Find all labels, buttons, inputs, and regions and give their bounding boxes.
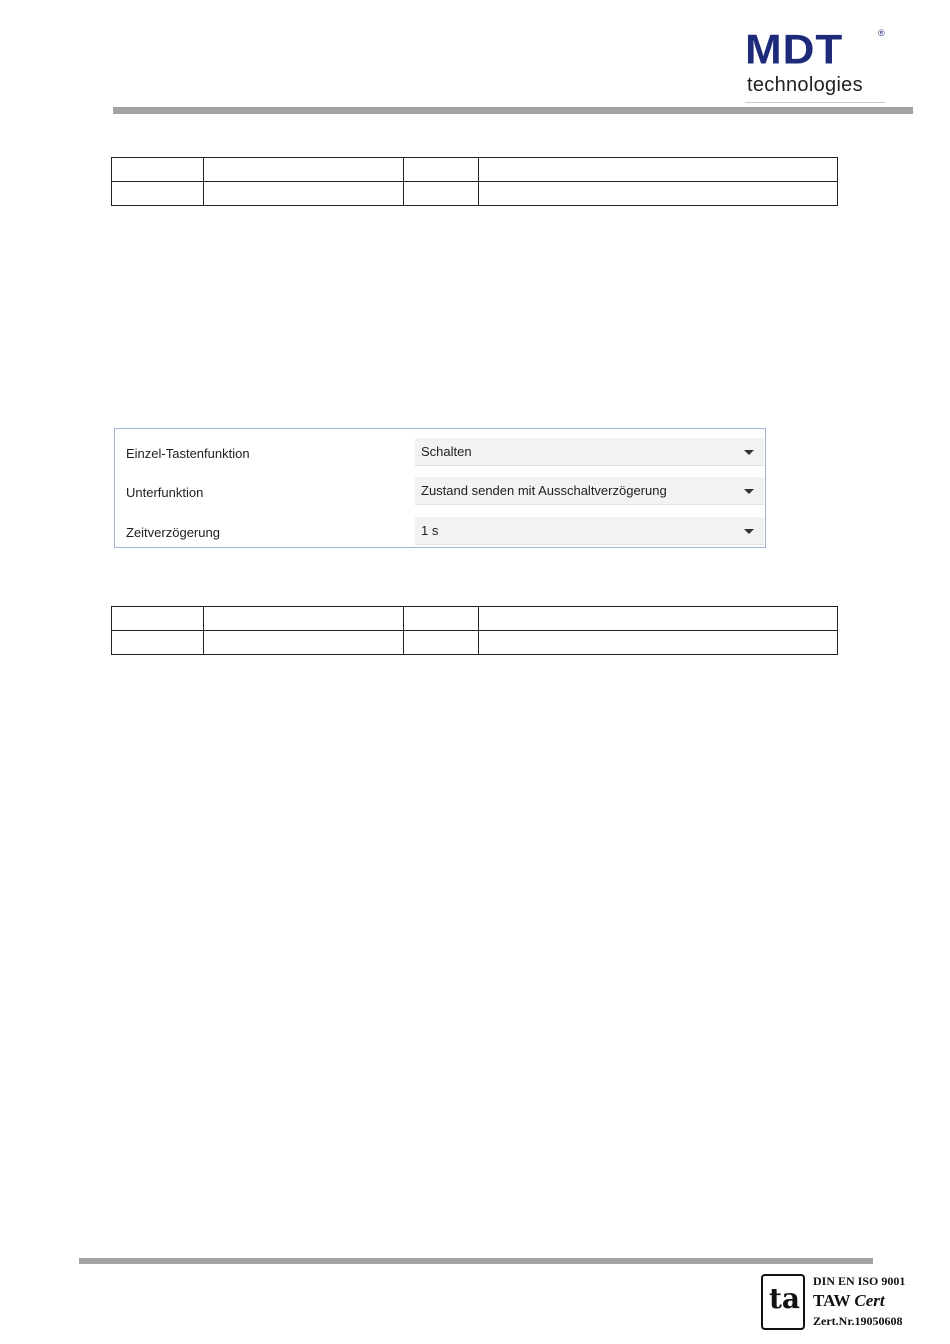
table-row — [112, 158, 838, 182]
table-cell — [404, 631, 479, 655]
registered-mark: ® — [878, 28, 885, 38]
parameter-panel — [114, 428, 766, 548]
chevron-down-icon — [744, 489, 754, 494]
table-cell — [479, 158, 838, 182]
table-cell — [479, 607, 838, 631]
cert-number: Zert.Nr.19050608 — [813, 1314, 903, 1328]
table-cell — [204, 607, 404, 631]
einzel-tastenfunktion-select[interactable] — [415, 438, 764, 466]
certification-badge — [761, 1274, 921, 1334]
cert-standard: DIN EN ISO 9001 — [813, 1274, 906, 1288]
table-cell — [204, 158, 404, 182]
param-label: Unterfunktion — [126, 485, 204, 500]
table-cell — [112, 607, 204, 631]
param-label: Zeitverzögerung — [126, 525, 220, 540]
table-row — [112, 182, 838, 206]
unterfunktion-select[interactable] — [415, 477, 764, 505]
header-rule — [113, 107, 913, 114]
param-label: Einzel-Tastenfunktion — [126, 446, 250, 461]
company-logo — [745, 28, 885, 106]
table-cell — [112, 158, 204, 182]
logo-underline — [745, 102, 885, 103]
table-cell — [204, 631, 404, 655]
logo-subtitle: technologies — [747, 74, 863, 96]
object-table-2 — [111, 606, 838, 655]
select-value: Schalten — [421, 444, 472, 459]
table-cell — [404, 607, 479, 631]
select-value: 1 s — [421, 523, 439, 538]
table-cell — [404, 158, 479, 182]
cert-issuer: TAW Cert — [813, 1291, 885, 1310]
param-row-einzel-tastenfunktion — [115, 434, 765, 464]
object-table-1 — [111, 157, 838, 206]
table-cell — [204, 182, 404, 206]
footer-rule — [79, 1258, 873, 1264]
chevron-down-icon — [744, 529, 754, 534]
param-row-unterfunktion — [115, 473, 765, 503]
taw-logo-glyph: ta — [769, 1282, 801, 1315]
select-value: Zustand senden mit Ausschaltverzögerung — [421, 483, 667, 498]
taw-cert-logo — [761, 1274, 805, 1330]
table-cell — [479, 182, 838, 206]
table-cell — [479, 631, 838, 655]
param-row-zeitverzoegerung — [115, 513, 765, 543]
table-row — [112, 631, 838, 655]
table-cell — [112, 182, 204, 206]
zeitverzoegerung-select[interactable] — [415, 517, 764, 545]
logo-mark: MDT — [745, 26, 844, 73]
table-cell — [112, 631, 204, 655]
chevron-down-icon — [744, 450, 754, 455]
table-cell — [404, 182, 479, 206]
table-row — [112, 607, 838, 631]
